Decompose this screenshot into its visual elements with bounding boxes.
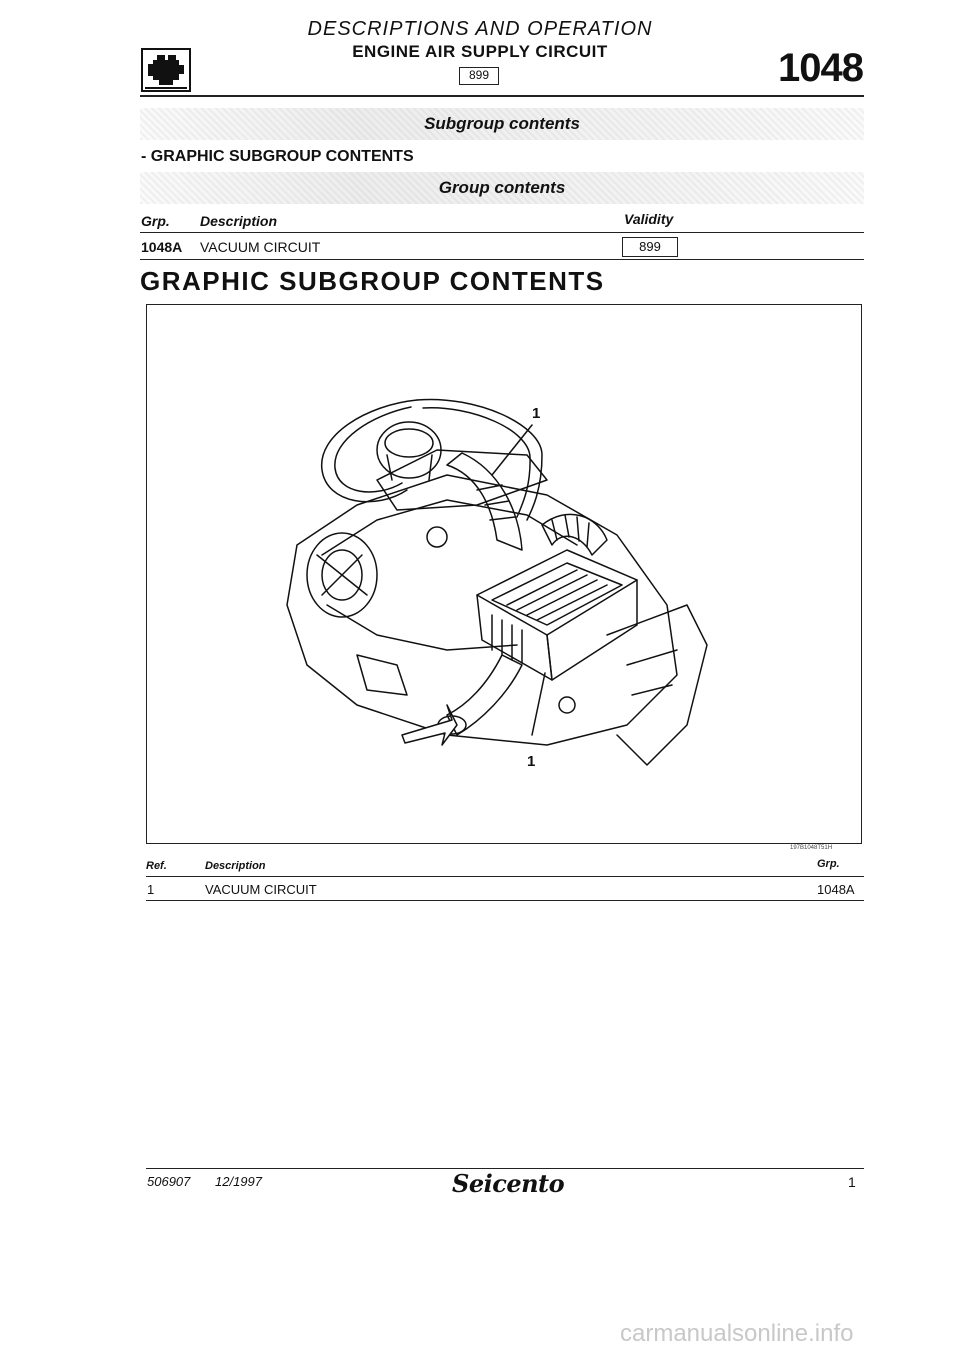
group-number: 1048	[778, 46, 863, 90]
reference-row-ref: 1	[147, 882, 155, 897]
page-number: 1	[848, 1174, 856, 1190]
document-subtitle: ENGINE AIR SUPPLY CIRCUIT	[352, 42, 608, 61]
reference-row-rule	[146, 900, 864, 901]
table-row-rule	[140, 259, 864, 260]
document-title: DESCRIPTIONS AND OPERATION	[307, 18, 653, 40]
column-header-description: Description	[200, 213, 278, 229]
subgroup-list-item[interactable]: - GRAPHIC SUBGROUP CONTENTS	[141, 148, 414, 165]
table-header-rule	[140, 232, 864, 233]
row-grp: 1048A	[141, 239, 183, 255]
column-header-description: Description	[205, 860, 266, 872]
callout-label: 1	[527, 753, 536, 770]
group-banner	[140, 172, 864, 204]
header-rule	[140, 95, 864, 97]
callout-label: 1	[532, 405, 541, 422]
graphic-section-heading: GRAPHIC SUBGROUP CONTENTS	[140, 266, 605, 296]
reference-row-description[interactable]: VACUUM CIRCUIT	[205, 882, 317, 897]
figure-code: 197B1048T51H	[790, 845, 833, 851]
subgroup-banner-label: Subgroup contents	[424, 114, 580, 133]
column-header-validity: Validity	[624, 211, 674, 227]
engine-figure	[146, 304, 862, 844]
column-header-grp: Grp.	[141, 213, 170, 229]
column-header-ref: Ref.	[146, 860, 167, 872]
reference-row-grp: 1048A	[817, 882, 855, 897]
brand-logo: Seicento	[452, 1169, 565, 1198]
validity-badge: 899	[622, 237, 678, 257]
watermark: carmanualsonline.info	[620, 1320, 854, 1347]
subgroup-banner	[140, 108, 864, 140]
engine-illustration	[147, 305, 860, 842]
model-badge: 899	[459, 67, 499, 85]
doc-number: 506907	[147, 1174, 191, 1189]
group-banner-label: Group contents	[438, 178, 566, 197]
row-description[interactable]: VACUUM CIRCUIT	[200, 239, 321, 255]
doc-date: 12/1997	[215, 1174, 262, 1189]
column-header-grp: Grp.	[817, 858, 840, 870]
reference-header-rule	[146, 876, 864, 877]
